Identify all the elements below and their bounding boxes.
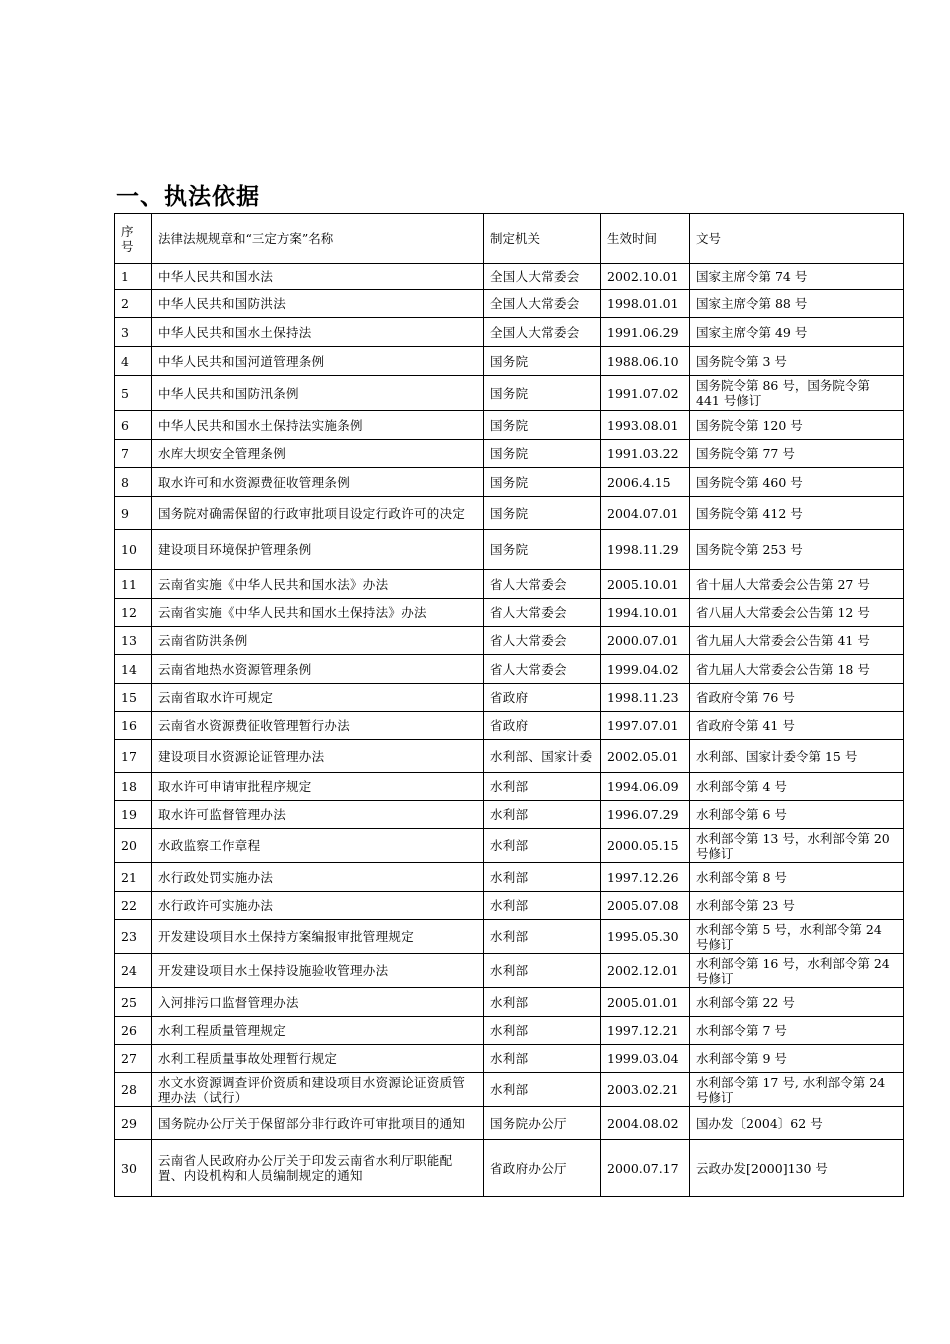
cell-doc-number: 水利部令第 4 号 <box>690 773 904 801</box>
cell-effective-date: 1998.11.29 <box>601 530 690 570</box>
table-row <box>115 892 904 920</box>
cell-doc-number: 水利部令第 7 号 <box>690 1017 904 1045</box>
cell-name: 云南省水资源费征收管理暂行办法 <box>152 712 484 740</box>
cell-effective-date: 1995.05.30 <box>601 920 690 954</box>
table-row <box>115 954 904 988</box>
cell-authority: 水利部、国家计委 <box>484 740 601 773</box>
cell-effective-date: 2000.07.17 <box>601 1140 690 1197</box>
cell-seq: 9 <box>115 497 152 530</box>
header-doc-number: 文号 <box>690 214 904 264</box>
cell-seq: 11 <box>115 570 152 599</box>
cell-effective-date: 1996.07.29 <box>601 801 690 829</box>
table-header-row <box>115 214 904 264</box>
cell-seq: 20 <box>115 829 152 863</box>
cell-authority: 省政府办公厅 <box>484 1140 601 1197</box>
cell-effective-date: 2002.12.01 <box>601 954 690 988</box>
cell-effective-date: 2000.05.15 <box>601 829 690 863</box>
cell-effective-date: 2005.10.01 <box>601 570 690 599</box>
cell-name: 中华人民共和国防洪法 <box>152 290 484 318</box>
cell-name: 云南省实施《中华人民共和国水土保持法》办法 <box>152 599 484 627</box>
cell-seq: 14 <box>115 655 152 684</box>
table-row <box>115 920 904 954</box>
cell-effective-date: 1999.04.02 <box>601 655 690 684</box>
cell-seq: 13 <box>115 627 152 655</box>
cell-seq: 6 <box>115 411 152 440</box>
cell-name: 建设项目水资源论证管理办法 <box>152 740 484 773</box>
cell-effective-date: 1998.11.23 <box>601 684 690 712</box>
cell-effective-date: 1991.07.02 <box>601 376 690 411</box>
cell-doc-number: 省十届人大常委会公告第 27 号 <box>690 570 904 599</box>
cell-authority: 省人大常委会 <box>484 599 601 627</box>
cell-authority: 水利部 <box>484 954 601 988</box>
table-row <box>115 627 904 655</box>
table-row <box>115 411 904 440</box>
header-name: 法律法规规章和“三定方案”名称 <box>152 214 484 264</box>
cell-name: 开发建设项目水土保持设施验收管理办法 <box>152 954 484 988</box>
cell-doc-number: 国务院令第 86 号，国务院令第 441 号修订 <box>690 376 904 411</box>
cell-seq: 19 <box>115 801 152 829</box>
cell-name: 水文水资源调查评价资质和建设项目水资源论证资质管理办法（试行） <box>152 1073 484 1107</box>
cell-authority: 国务院 <box>484 440 601 468</box>
table-row <box>115 1140 904 1197</box>
cell-name: 水政监察工作章程 <box>152 829 484 863</box>
cell-name: 建设项目环境保护管理条例 <box>152 530 484 570</box>
cell-doc-number: 水利部令第 22 号 <box>690 988 904 1017</box>
cell-name: 云南省取水许可规定 <box>152 684 484 712</box>
cell-seq: 17 <box>115 740 152 773</box>
cell-seq: 5 <box>115 376 152 411</box>
cell-name: 国务院对确需保留的行政审批项目设定行政许可的决定 <box>152 497 484 530</box>
cell-name: 中华人民共和国水法 <box>152 264 484 290</box>
cell-seq: 27 <box>115 1045 152 1073</box>
cell-authority: 水利部 <box>484 1017 601 1045</box>
cell-authority: 水利部 <box>484 920 601 954</box>
table-row <box>115 829 904 863</box>
cell-doc-number: 水利部令第 16 号，水利部令第 24 号修订 <box>690 954 904 988</box>
cell-doc-number: 省九届人大常委会公告第 18 号 <box>690 655 904 684</box>
cell-authority: 水利部 <box>484 988 601 1017</box>
table-row <box>115 712 904 740</box>
cell-seq: 28 <box>115 1073 152 1107</box>
table-row <box>115 801 904 829</box>
cell-seq: 25 <box>115 988 152 1017</box>
cell-name: 入河排污口监督管理办法 <box>152 988 484 1017</box>
cell-seq: 29 <box>115 1107 152 1140</box>
table-row <box>115 570 904 599</box>
table-row <box>115 988 904 1017</box>
cell-name: 取水许可监督管理办法 <box>152 801 484 829</box>
cell-effective-date: 2002.10.01 <box>601 264 690 290</box>
cell-doc-number: 国务院令第 120 号 <box>690 411 904 440</box>
cell-effective-date: 2000.07.01 <box>601 627 690 655</box>
table-row <box>115 684 904 712</box>
header-authority: 制定机关 <box>484 214 601 264</box>
cell-effective-date: 2002.05.01 <box>601 740 690 773</box>
cell-effective-date: 1988.06.10 <box>601 347 690 376</box>
cell-authority: 全国人大常委会 <box>484 318 601 347</box>
cell-name: 水行政许可实施办法 <box>152 892 484 920</box>
cell-authority: 水利部 <box>484 773 601 801</box>
cell-effective-date: 2005.01.01 <box>601 988 690 1017</box>
cell-authority: 省政府 <box>484 684 601 712</box>
cell-seq: 26 <box>115 1017 152 1045</box>
table-row <box>115 530 904 570</box>
cell-name: 中华人民共和国水土保持法 <box>152 318 484 347</box>
cell-name: 中华人民共和国防汛条例 <box>152 376 484 411</box>
cell-doc-number: 省政府令第 76 号 <box>690 684 904 712</box>
cell-authority: 国务院办公厅 <box>484 1107 601 1140</box>
table-row <box>115 290 904 318</box>
table-row <box>115 863 904 892</box>
cell-seq: 12 <box>115 599 152 627</box>
header-effective-date: 生效时间 <box>601 214 690 264</box>
table-row <box>115 740 904 773</box>
cell-doc-number: 国务院令第 3 号 <box>690 347 904 376</box>
cell-authority: 省人大常委会 <box>484 627 601 655</box>
table-row <box>115 1073 904 1107</box>
cell-doc-number: 国家主席令第 49 号 <box>690 318 904 347</box>
cell-seq: 23 <box>115 920 152 954</box>
law-basis-table <box>114 213 904 1197</box>
cell-authority: 国务院 <box>484 376 601 411</box>
cell-doc-number: 水利部、国家计委令第 15 号 <box>690 740 904 773</box>
cell-authority: 省人大常委会 <box>484 570 601 599</box>
cell-effective-date: 1994.06.09 <box>601 773 690 801</box>
cell-effective-date: 1991.06.29 <box>601 318 690 347</box>
table-row <box>115 347 904 376</box>
cell-doc-number: 省政府令第 41 号 <box>690 712 904 740</box>
table-row <box>115 773 904 801</box>
cell-authority: 国务院 <box>484 468 601 497</box>
cell-seq: 15 <box>115 684 152 712</box>
table-row <box>115 264 904 290</box>
cell-doc-number: 国务院令第 253 号 <box>690 530 904 570</box>
header-seq: 序号 <box>115 214 152 264</box>
cell-authority: 水利部 <box>484 829 601 863</box>
cell-name: 云南省人民政府办公厅关于印发云南省水利厅职能配置、内设机构和人员编制规定的通知 <box>152 1140 484 1197</box>
cell-doc-number: 国务院令第 77 号 <box>690 440 904 468</box>
table-row <box>115 497 904 530</box>
cell-effective-date: 1997.07.01 <box>601 712 690 740</box>
cell-doc-number: 水利部令第 17 号, 水利部令第 24 号修订 <box>690 1073 904 1107</box>
table-row <box>115 440 904 468</box>
cell-effective-date: 1993.08.01 <box>601 411 690 440</box>
cell-seq: 22 <box>115 892 152 920</box>
table-row <box>115 1045 904 1073</box>
table-row <box>115 468 904 497</box>
cell-effective-date: 2006.4.15 <box>601 468 690 497</box>
cell-authority: 水利部 <box>484 1045 601 1073</box>
cell-name: 中华人民共和国河道管理条例 <box>152 347 484 376</box>
cell-authority: 水利部 <box>484 892 601 920</box>
cell-authority: 水利部 <box>484 1073 601 1107</box>
cell-name: 国务院办公厅关于保留部分非行政许可审批项目的通知 <box>152 1107 484 1140</box>
table-row <box>115 1107 904 1140</box>
cell-doc-number: 水利部令第 6 号 <box>690 801 904 829</box>
cell-authority: 国务院 <box>484 497 601 530</box>
cell-effective-date: 1994.10.01 <box>601 599 690 627</box>
cell-seq: 10 <box>115 530 152 570</box>
cell-doc-number: 国家主席令第 88 号 <box>690 290 904 318</box>
cell-seq: 3 <box>115 318 152 347</box>
cell-name: 云南省实施《中华人民共和国水法》办法 <box>152 570 484 599</box>
cell-seq: 30 <box>115 1140 152 1197</box>
cell-doc-number: 国办发〔2004〕62 号 <box>690 1107 904 1140</box>
cell-authority: 全国人大常委会 <box>484 264 601 290</box>
cell-name: 水库大坝安全管理条例 <box>152 440 484 468</box>
cell-doc-number: 水利部令第 8 号 <box>690 863 904 892</box>
cell-seq: 16 <box>115 712 152 740</box>
table-row <box>115 318 904 347</box>
cell-effective-date: 1997.12.21 <box>601 1017 690 1045</box>
cell-doc-number: 国家主席令第 74 号 <box>690 264 904 290</box>
table-row <box>115 1017 904 1045</box>
cell-seq: 1 <box>115 264 152 290</box>
cell-seq: 18 <box>115 773 152 801</box>
cell-effective-date: 1999.03.04 <box>601 1045 690 1073</box>
cell-doc-number: 水利部令第 5 号，水利部令第 24 号修订 <box>690 920 904 954</box>
cell-effective-date: 1998.01.01 <box>601 290 690 318</box>
cell-authority: 国务院 <box>484 411 601 440</box>
cell-authority: 国务院 <box>484 530 601 570</box>
cell-effective-date: 2005.07.08 <box>601 892 690 920</box>
section-title: 一、执法依据 <box>116 184 260 210</box>
cell-effective-date: 2004.08.02 <box>601 1107 690 1140</box>
cell-effective-date: 1997.12.26 <box>601 863 690 892</box>
cell-authority: 全国人大常委会 <box>484 290 601 318</box>
cell-authority: 水利部 <box>484 801 601 829</box>
table-row <box>115 376 904 411</box>
cell-authority: 省人大常委会 <box>484 655 601 684</box>
cell-doc-number: 国务院令第 460 号 <box>690 468 904 497</box>
cell-doc-number: 水利部令第 9 号 <box>690 1045 904 1073</box>
cell-name: 取水许可申请审批程序规定 <box>152 773 484 801</box>
cell-name: 取水许可和水资源费征收管理条例 <box>152 468 484 497</box>
cell-name: 中华人民共和国水土保持法实施条例 <box>152 411 484 440</box>
cell-doc-number: 省九届人大常委会公告第 41 号 <box>690 627 904 655</box>
cell-name: 云南省防洪条例 <box>152 627 484 655</box>
cell-name: 水行政处罚实施办法 <box>152 863 484 892</box>
cell-effective-date: 1991.03.22 <box>601 440 690 468</box>
cell-authority: 水利部 <box>484 863 601 892</box>
cell-name: 开发建设项目水土保持方案编报审批管理规定 <box>152 920 484 954</box>
cell-seq: 2 <box>115 290 152 318</box>
cell-name: 云南省地热水资源管理条例 <box>152 655 484 684</box>
cell-name: 水利工程质量管理规定 <box>152 1017 484 1045</box>
cell-doc-number: 云政办发[2000]130 号 <box>690 1140 904 1197</box>
cell-seq: 4 <box>115 347 152 376</box>
cell-authority: 省政府 <box>484 712 601 740</box>
table-row <box>115 655 904 684</box>
cell-doc-number: 省八届人大常委会公告第 12 号 <box>690 599 904 627</box>
cell-effective-date: 2004.07.01 <box>601 497 690 530</box>
cell-seq: 21 <box>115 863 152 892</box>
cell-authority: 国务院 <box>484 347 601 376</box>
cell-seq: 24 <box>115 954 152 988</box>
cell-doc-number: 水利部令第 13 号，水利部令第 20 号修订 <box>690 829 904 863</box>
cell-doc-number: 水利部令第 23 号 <box>690 892 904 920</box>
table-row <box>115 599 904 627</box>
cell-seq: 7 <box>115 440 152 468</box>
cell-name: 水利工程质量事故处理暂行规定 <box>152 1045 484 1073</box>
cell-doc-number: 国务院令第 412 号 <box>690 497 904 530</box>
cell-effective-date: 2003.02.21 <box>601 1073 690 1107</box>
cell-seq: 8 <box>115 468 152 497</box>
